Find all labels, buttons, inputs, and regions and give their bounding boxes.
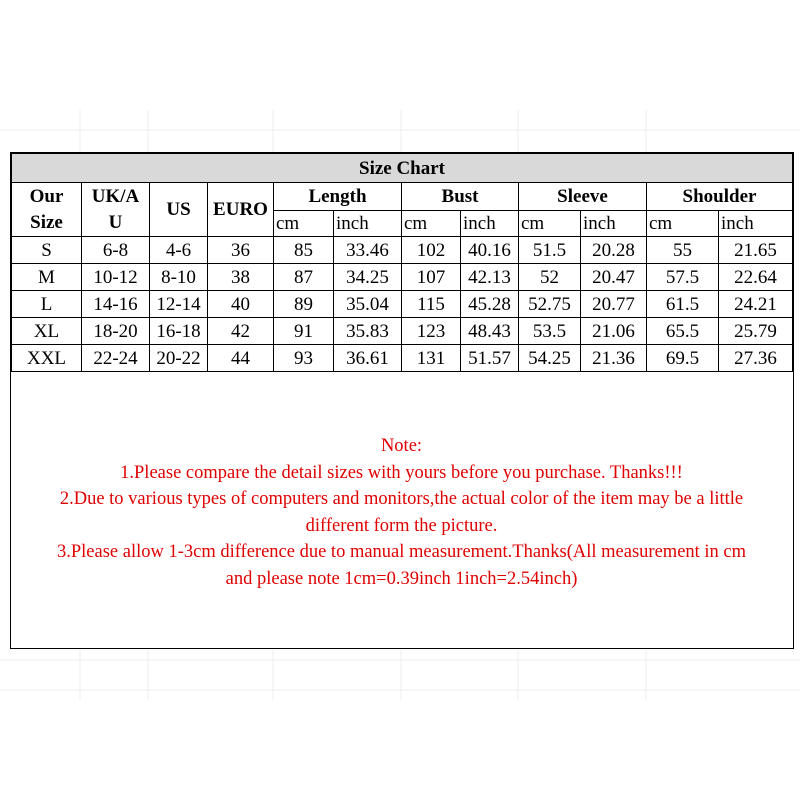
cell-sleeve-in: 20.47 [581, 264, 647, 291]
cell-uk: 10-12 [82, 264, 150, 291]
cell-shoulder-in: 27.36 [719, 345, 793, 372]
size-rows [12, 237, 793, 372]
cell-size: M [12, 264, 82, 291]
cell-bust-in: 48.43 [461, 318, 519, 345]
cell-euro: 42 [208, 318, 274, 345]
note-line-2b: different form the picture. [305, 515, 498, 536]
cell-us: 16-18 [150, 318, 208, 345]
cell-shoulder-cm: 55 [647, 237, 719, 264]
header-uk-line2: U [108, 211, 123, 233]
notes-section [11, 433, 792, 592]
header-length: Length [274, 183, 402, 211]
subheader-bust-cm: cm [402, 211, 461, 237]
table-row [12, 318, 793, 345]
note-line-2a: 2.Due to various types of computers and monitors,the actual color of the item may be a little [59, 489, 744, 509]
subheader-length-inch: inch [334, 211, 402, 237]
cell-shoulder-in: 21.65 [719, 237, 793, 264]
cell-bust-in: 45.28 [461, 291, 519, 318]
subheader-sleeve-inch: inch [581, 211, 647, 237]
header-shoulder: Shoulder [647, 183, 793, 211]
header-our-size-line2: Size [30, 211, 63, 233]
cell-sleeve-in: 21.06 [581, 318, 647, 345]
header-uk-line1: UK/A [91, 185, 140, 207]
subheader-bust-inch: inch [461, 211, 519, 237]
subheader-shoulder-cm: cm [647, 211, 719, 237]
cell-us: 12-14 [150, 291, 208, 318]
cell-size: L [12, 291, 82, 318]
cell-sleeve-cm: 54.25 [519, 345, 581, 372]
header-our-size-line1: Our [29, 185, 64, 207]
cell-length-cm: 85 [274, 237, 334, 264]
table-title: Size Chart [12, 154, 793, 183]
cell-bust-cm: 107 [402, 264, 461, 291]
header-bust: Bust [402, 183, 519, 211]
cell-shoulder-cm: 69.5 [647, 345, 719, 372]
notes-heading: Note: [380, 436, 423, 456]
cell-bust-in: 42.13 [461, 264, 519, 291]
cell-length-in: 36.61 [334, 345, 402, 372]
cell-sleeve-in: 20.77 [581, 291, 647, 318]
cell-shoulder-in: 25.79 [719, 318, 793, 345]
cell-sleeve-in: 20.28 [581, 237, 647, 264]
cell-length-in: 35.83 [334, 318, 402, 345]
cell-size: S [12, 237, 82, 264]
cell-uk: 22-24 [82, 345, 150, 372]
cell-us: 8-10 [150, 264, 208, 291]
cell-bust-cm: 131 [402, 345, 461, 372]
cell-shoulder-in: 22.64 [719, 264, 793, 291]
cell-size: XL [12, 318, 82, 345]
cell-size: XXL [12, 345, 82, 372]
header-uk-au [82, 183, 150, 237]
table-row [12, 345, 793, 372]
cell-sleeve-cm: 51.5 [519, 237, 581, 264]
header-euro: EURO [208, 183, 274, 237]
subheader-shoulder-inch: inch [719, 211, 793, 237]
cell-euro: 40 [208, 291, 274, 318]
cell-uk: 6-8 [82, 237, 150, 264]
header-our-size [12, 183, 82, 237]
cell-uk: 14-16 [82, 291, 150, 318]
table-row [12, 237, 793, 264]
subheader-sleeve-cm: cm [519, 211, 581, 237]
table-row [12, 291, 793, 318]
cell-euro: 36 [208, 237, 274, 264]
cell-sleeve-in: 21.36 [581, 345, 647, 372]
subheader-length-cm: cm [274, 211, 334, 237]
note-line-3b: and please note 1cm=0.39inch 1inch=2.54inch) [225, 568, 578, 589]
cell-shoulder-cm: 61.5 [647, 291, 719, 318]
cell-euro: 44 [208, 345, 274, 372]
note-line-3a: 3.Please allow 1-3cm difference due to manual measurement.Thanks(All measurement in cm [56, 542, 747, 562]
cell-length-cm: 87 [274, 264, 334, 291]
cell-bust-in: 40.16 [461, 237, 519, 264]
cell-length-in: 35.04 [334, 291, 402, 318]
cell-us: 20-22 [150, 345, 208, 372]
cell-length-cm: 91 [274, 318, 334, 345]
cell-shoulder-cm: 57.5 [647, 264, 719, 291]
header-sleeve: Sleeve [519, 183, 647, 211]
cell-length-cm: 93 [274, 345, 334, 372]
cell-bust-cm: 123 [402, 318, 461, 345]
size-chart-frame [10, 152, 794, 649]
note-line-1: 1.Please compare the detail sizes with yours before you purchase. Thanks!!! [120, 462, 683, 483]
size-chart-table [11, 153, 793, 372]
header-us: US [150, 183, 208, 237]
cell-length-cm: 89 [274, 291, 334, 318]
cell-bust-cm: 115 [402, 291, 461, 318]
cell-length-in: 33.46 [334, 237, 402, 264]
cell-euro: 38 [208, 264, 274, 291]
cell-shoulder-in: 24.21 [719, 291, 793, 318]
cell-bust-cm: 102 [402, 237, 461, 264]
table-row [12, 264, 793, 291]
cell-bust-in: 51.57 [461, 345, 519, 372]
cell-sleeve-cm: 52.75 [519, 291, 581, 318]
cell-length-in: 34.25 [334, 264, 402, 291]
cell-sleeve-cm: 52 [519, 264, 581, 291]
cell-shoulder-cm: 65.5 [647, 318, 719, 345]
cell-sleeve-cm: 53.5 [519, 318, 581, 345]
cell-uk: 18-20 [82, 318, 150, 345]
cell-us: 4-6 [150, 237, 208, 264]
